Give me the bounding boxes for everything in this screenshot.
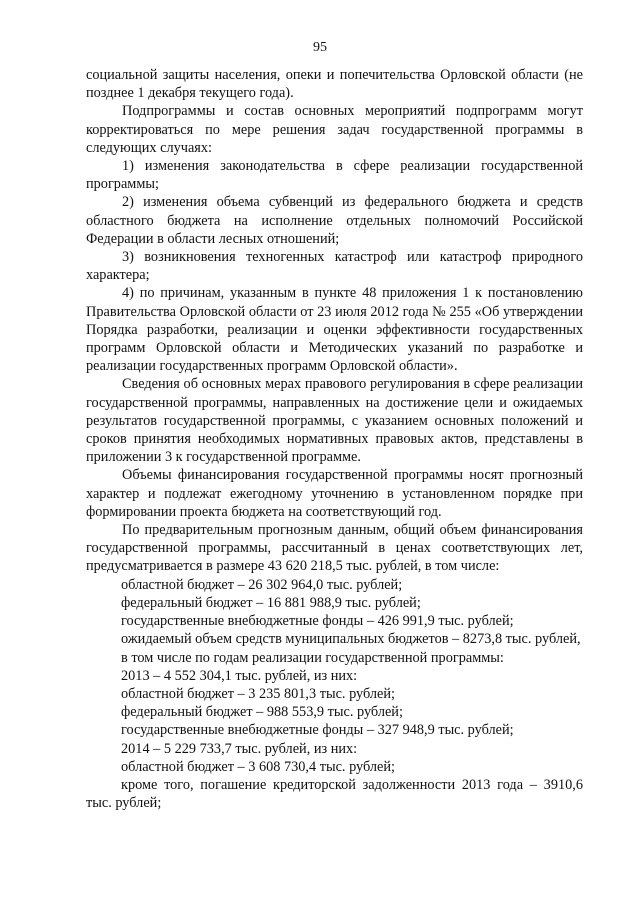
list-item: 2014 – 5 229 733,7 тыс. рублей, из них:	[121, 740, 358, 757]
paragraph: социальной защиты населения, опеки и попечительства Орловской области (не позднее 1 декабря текущего года).	[86, 67, 583, 102]
paragraph: кроме того, погашение кредиторской задолженности 2013 года – 3910,6 тыс. рублей;	[86, 776, 583, 812]
paragraph: Объемы финансирования государственной программы носят прогнозный характер и подлежат ежегодному уточнению в установленном порядке при формировании проекта бюджета на соответствующий год.	[86, 467, 583, 520]
list-item: государственные внебюджетные фонды – 327 948,9 тыс. рублей;	[121, 722, 514, 739]
paragraph: По предварительным прогнозным данным, общий объем финансирования государственной программы, рассчитанный в ценах соответствующих лет, предусматривается в размере 43 620 218,5 тыс. рублей, в том числе:	[86, 522, 583, 575]
paragraph: Сведения об основных мерах правового регулирования в сфере реализации государственной программы, направленных на достижение цели и ожидаемых результатов государственной программы, с указанием основных положений и сроков принятия необходимых нормативных правовых актов, представлены в приложении 3 к государственной программе.	[86, 376, 583, 466]
paragraph: Подпрограммы и состав основных мероприятий подпрограмм могут корректироваться по мере решения задач государственной программы в следующих случаях:	[86, 103, 583, 156]
list-item: федеральный бюджет – 988 553,9 тыс. рублей;	[121, 704, 403, 721]
list-item: областной бюджет – 3 608 730,4 тыс. рублей;	[121, 758, 396, 775]
list-item: областной бюджет – 3 235 801,3 тыс. рублей;	[121, 685, 396, 702]
page-number: 95	[313, 40, 327, 55]
paragraph: 3) возникновения техногенных катастроф или катастроф природного характера;	[86, 249, 583, 284]
document-body	[86, 66, 583, 812]
list-item: государственные внебюджетные фонды – 426 991,9 тыс. рублей;	[121, 613, 514, 630]
list-item: в том числе по годам реализации государственной программы:	[121, 649, 504, 666]
list-item: 2013 – 4 552 304,1 тыс. рублей, из них:	[121, 667, 358, 684]
list-item: федеральный бюджет – 16 881 988,9 тыс. рублей;	[121, 594, 421, 611]
paragraph: 4) по причинам, указанным в пункте 48 приложения 1 к постановлению Правительства Орловской области от 23 июля 2012 года № 255 «Об утверждении Порядка разработки, реализации и оценки эффективности государственных программ Орловской области и Методических указаний по разработке и реализации государственных программ Орловской области».	[86, 285, 583, 375]
paragraph: 1) изменения законодательства в сфере реализации государственной программы;	[86, 158, 583, 193]
list-item: областной бюджет – 26 302 964,0 тыс. рублей;	[121, 576, 403, 593]
paragraph: 2) изменения объема субвенций из федерального бюджета и средств областного бюджета на исполнение отдельных полномочий Российской Федерации в области лесных отношений;	[86, 194, 583, 247]
paragraph: ожидаемый объем средств муниципальных бюджетов – 8273,8 тыс. рублей,	[121, 631, 581, 648]
